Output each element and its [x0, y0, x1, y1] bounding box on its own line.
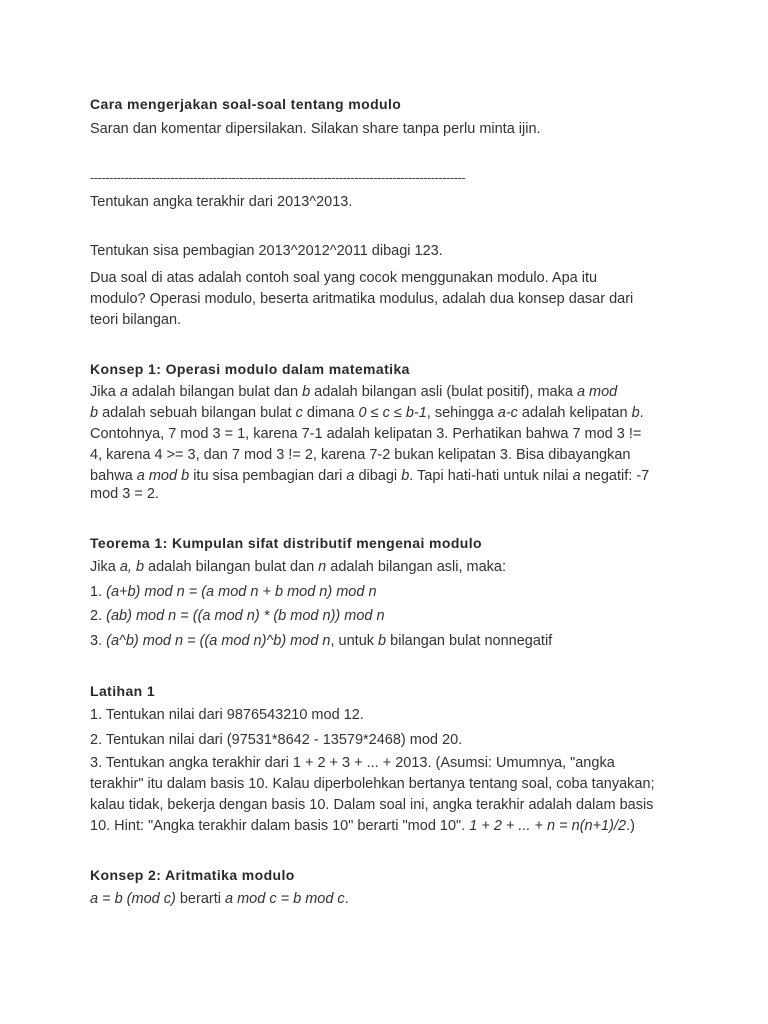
konsep-1-line-4: 4, karena 4 >= 3, dan 7 mod 3 != 2, karena 7-2 bukan kelipatan 3. Bisa dibayangkan: [90, 447, 631, 463]
konsep-1-line-6: mod 3 = 2.: [90, 486, 159, 502]
latihan-1-item-3-line-1: 3. Tentukan angka terakhir dari 1 + 2 + 3 + ... + 2013. (Asumsi: Umumnya, "angka: [90, 755, 615, 771]
explanation-line-2: modulo? Operasi modulo, beserta aritmatika modulus, adalah dua konsep dasar dari: [90, 291, 634, 307]
konsep-1-heading: Konsep 1: Operasi modulo dalam matematika: [90, 361, 410, 377]
konsep-1-line-1: Jika a adalah bilangan bulat dan b adalah bilangan asli (bulat positif), maka a mod: [90, 384, 618, 400]
teorema-1-item-3: 3. (a^b) mod n = ((a mod n)^b) mod n, untuk b bilangan bulat nonnegatif: [90, 633, 553, 649]
latihan-1-item-3-line-2: terakhir" itu dalam basis 10. Kalau diperbolehkan bertanya tentang soal, coba tanyakan;: [90, 776, 655, 792]
intro-text: Saran dan komentar dipersilakan. Silakan share tanpa perlu minta ijin.: [90, 121, 541, 137]
latihan-1-heading: Latihan 1: [90, 683, 156, 699]
latihan-1-item-1: 1. Tentukan nilai dari 9876543210 mod 12.: [90, 707, 364, 723]
teorema-1-heading: Teorema 1: Kumpulan sifat distributif mengenai modulo: [90, 535, 482, 551]
explanation-line-1: Dua soal di atas adalah contoh soal yang cocok menggunakan modulo. Apa itu: [90, 270, 598, 286]
latihan-1-item-3-line-4: 10. Hint: "Angka terakhir dalam basis 10" berarti "mod 10". 1 + 2 + ... + n = n(n+1)/2.): [90, 818, 635, 834]
konsep-1-line-2: b adalah sebuah bilangan bulat c dimana 0 ≤ c ≤ b-1, sehingga a-c adalah kelipatan b.: [90, 405, 644, 421]
konsep-2-heading: Konsep 2: Aritmatika modulo: [90, 867, 295, 883]
teorema-1-intro: Jika a, b adalah bilangan bulat dan n adalah bilangan asli, maka:: [90, 559, 507, 575]
konsep-2-line-1: a = b (mod c) berarti a mod c = b mod c.: [90, 891, 349, 907]
teorema-1-item-1: 1. (a+b) mod n = (a mod n + b mod n) mod n: [90, 584, 377, 600]
question-2: Tentukan sisa pembagian 2013^2012^2011 dibagi 123.: [90, 243, 443, 259]
konsep-1-line-3: Contohnya, 7 mod 3 = 1, karena 7-1 adalah kelipatan 3. Perhatikan bahwa 7 mod 3 !=: [90, 426, 642, 442]
konsep-1-line-5: bahwa a mod b itu sisa pembagian dari a dibagi b. Tapi hati-hati untuk nilai a negatif: -7: [90, 468, 650, 484]
explanation-line-3: teori bilangan.: [90, 312, 182, 328]
latihan-1-item-3-line-3: kalau tidak, bekerja dengan basis 10. Dalam soal ini, angka terakhir adalah dalam basis: [90, 797, 654, 813]
question-1: Tentukan angka terakhir dari 2013^2013.: [90, 194, 353, 210]
separator-line: --------------------------------------------------------------------------------------------------: [90, 170, 466, 185]
page-title: Cara mengerjakan soal-soal tentang modulo: [90, 96, 402, 112]
teorema-1-item-2: 2. (ab) mod n = ((a mod n) * (b mod n)) mod n: [90, 608, 385, 624]
latihan-1-item-2: 2. Tentukan nilai dari (97531*8642 - 13579*2468) mod 20.: [90, 732, 463, 748]
